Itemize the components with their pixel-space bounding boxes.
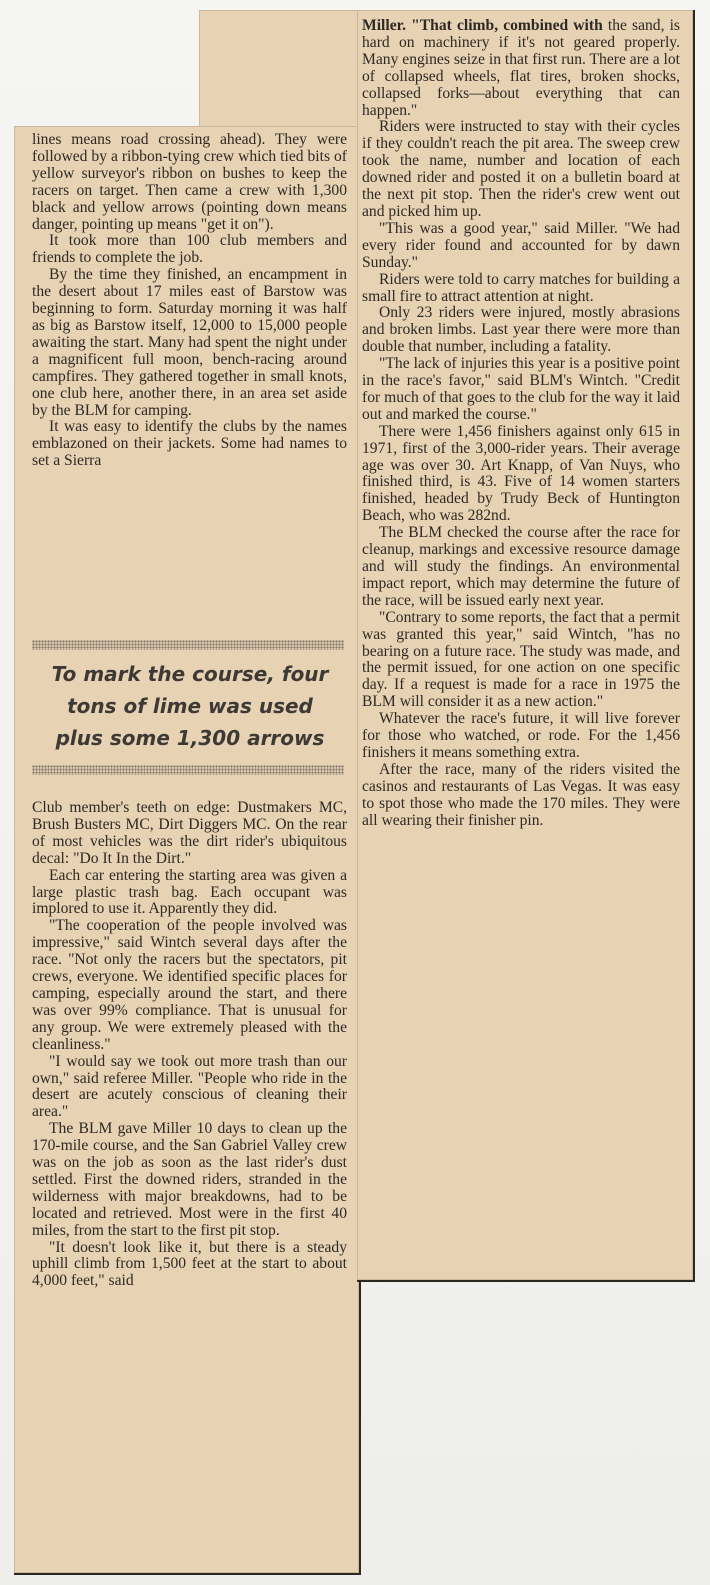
paragraph: By the time they finished, an encampment in the desert about 17 miles east of Barstow was beginning to form. Saturday morning it was half as big as Barstow itself, 12,000 to 15,000 people awaiting the start. Many had spent the night under a magnificent full moon, bench-racing around campfires. They gathered together in small knots, one club here, another there, in an area set aside by the BLM for camping. xyxy=(32,266,347,419)
paragraph: Riders were told to carry matches for building a small fire to attract attention at night. xyxy=(362,270,680,305)
paragraph: "It doesn't look like it, but there is a steady uphill climb from 1,500 feet at the start to about 4,000 feet," said xyxy=(32,1238,347,1290)
pull-quote xyxy=(40,658,340,754)
left-column-upper-text xyxy=(32,132,347,470)
pull-quote-line: plus some 1,300 arrows xyxy=(55,726,325,750)
paragraph: "This was a good year," said Miller. "We had every rider found and accounted for by dawn Sunday." xyxy=(362,219,680,271)
paragraph: The BLM checked the course after the race for cleanup, markings and excessive resource damage and will study the findings. An environmental impact report, which may determine the future of the race, will be issued early next year. xyxy=(362,524,680,609)
paragraph: The BLM gave Miller 10 days to clean up the 170-mile course, and the San Gabriel Valley crew was on the job as soon as the last rider's dust settled. First the downed riders, stranded in the wilderness with major breakdowns, had to be located and retrieved. Most were in the first 40 miles, from the start to the first pit stop. xyxy=(32,1120,347,1239)
paragraph: Riders were instructed to stay with their cycles if they couldn't reach the pit area. The sweep crew took the name, number and location of each downed rider and posted it on a bulletin board at the next pit stop. Then the rider's crew went out and picked him up. xyxy=(362,118,680,220)
paragraph: "The lack of injuries this year is a positive point in the race's favor," said BLM's Wintch. "Credit for much of that goes to the club for the way it laid out and marked the course." xyxy=(362,355,680,423)
paragraph: Each car entering the starting area was given a large plastic trash bag. Each occupant was implored to use it. Apparently they did. xyxy=(32,866,347,918)
pull-quote-top-rule xyxy=(32,640,344,650)
newspaper-clipping-top-fragment xyxy=(199,10,359,132)
paragraph: It was easy to identify the clubs by the names emblazoned on their jackets. Some had names to set a Sierra xyxy=(32,418,347,470)
pull-quote-bottom-rule xyxy=(32,765,344,775)
continued-lead-bold: Miller. "That climb, combined with xyxy=(362,17,603,34)
right-column-text xyxy=(362,18,680,830)
pull-quote-line: To mark the course, four xyxy=(51,662,329,686)
paragraph: After the race, many of the riders visited the casinos and restaurants of Las Vegas. It was easy to spot those who made the 170 miles. They were all wearing their finisher pin. xyxy=(362,760,680,829)
paragraph xyxy=(362,18,680,119)
paragraph: Whatever the race's future, it will live forever for those who watched, or rode. For the 1,456 finishers it means something extra. xyxy=(362,710,680,761)
pull-quote-line: tons of lime was used xyxy=(67,694,313,718)
paragraph: Only 23 riders were injured, mostly abrasions and broken limbs. Last year there were more than double that number, including a fatality. xyxy=(362,304,680,356)
paragraph: "Contrary to some reports, the fact that a permit was granted this year," said Wintch, "has no bearing on a future race. The study was made, and the permit issued, for one action on one specific day. If a request is made for a race in 1975 the BLM will consider it as a new action." xyxy=(362,608,680,711)
paragraph: Club member's teeth on edge: Dustmakers MC, Brush Busters MC, Dirt Diggers MC. On the rear of most vehicles was the dirt rider's ubiquitous decal: "Do It In the Dirt." xyxy=(32,799,347,867)
continued-lead-text: the sand, is hard on machinery if it's not geared properly. Many engines seize in that first run. There are a lot of collapsed wheels, flat tires, broken shocks, collapsed forks—about everything that can happen." xyxy=(362,17,680,119)
paragraph: It took more than 100 club members and friends to complete the job. xyxy=(32,232,347,267)
paragraph: "I would say we took out more trash than our own," said referee Miller. "People who ride in the desert are acutely conscious of cleaning their area." xyxy=(32,1052,347,1121)
paragraph: "The cooperation of the people involved was impressive," said Wintch several days after the race. "Not only the racers but the spectators, pit crews, everyone. We identified specific places for camping, especially around the start, and there was over 99% compliance. That is unusual for any group. We were extremely pleased with the cleanliness." xyxy=(32,917,347,1053)
left-column-lower-text xyxy=(32,800,347,1290)
paragraph: lines means road crossing ahead). They were followed by a ribbon-tying crew which tied bits of yellow surveyor's ribbon on bushes to keep the racers on target. Then came a crew with 1,300 black and yellow arrows (pointing down means danger, pointing up means "get it on"). xyxy=(32,131,347,233)
paragraph: There were 1,456 finishers against only 615 in 1971, first of the 3,000-rider years. Their average age was over 30. Art Knapp, of Van Nuys, who finished third, is 43. Five of 14 women starters finished, headed by Trudy Beck of Huntington Beach, who was 282nd. xyxy=(362,422,680,525)
